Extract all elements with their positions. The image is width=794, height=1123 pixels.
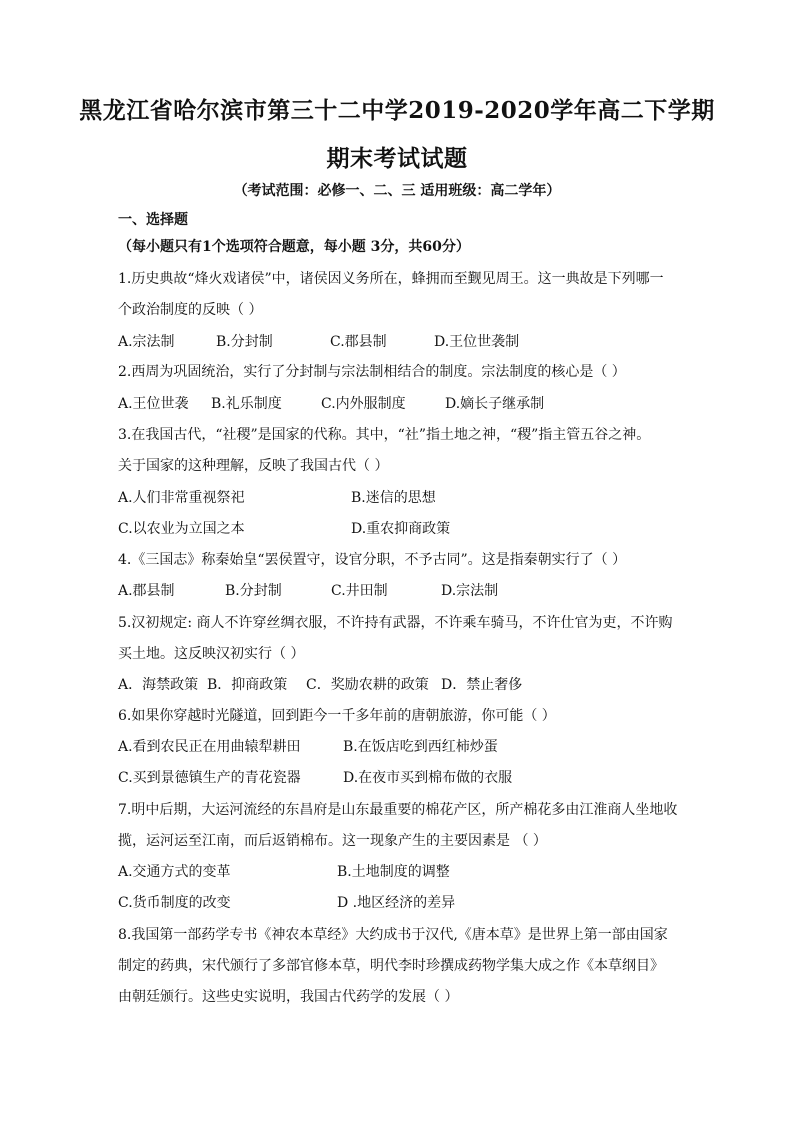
question-3-option-c: C.以农业为立国之本 [118,521,245,537]
question-6-option-b: B.在饭店吃到西红柿炒蛋 [343,739,498,755]
question-1-option-b: B.分封制 [216,334,273,350]
section-heading: 一、选择题 [118,212,188,228]
question-6-option-a: A.看到农民正在用曲辕犁耕田 [118,739,301,755]
question-5-option-c: C．奖励农耕的政策 [306,677,429,693]
question-7-option-b: B.土地制度的调整 [337,864,450,880]
question-4-stem-line-1: 4.《三国志》称秦始皇“罢侯置守，设官分职，不予古同”。这是指秦朝实行了（ ） [118,552,627,568]
question-5-option-b: B．抑商政策 [207,677,288,693]
question-3-stem-line-1: 3.在我国古代，“社稷”是国家的代称。其中，“社”指土地之神，“稷”指主管五谷之神。 [118,427,651,443]
exam-scope: （考试范围：必修一、二、三 适用班级：高二学年） [233,183,561,199]
question-6-stem-line-1: 6.如果你穿越时光隧道，回到距今一千多年前的唐朝旅游，你可能（ ） [118,708,556,724]
question-8-stem-line-1: 8.我国第一部药学专书《神农本草经》大约成书于汉代,《唐本草》是世界上第一部由国家 [118,927,668,943]
question-3-option-d: D.重农抑商政策 [351,521,451,537]
question-1-stem-line-2: 个政治制度的反映（ ） [118,302,263,318]
section-note: （每小题只有1个选项符合题意，每小题 3分，共60分） [118,239,470,255]
exam-title-line1: 黑龙江省哈尔滨市第三十二中学2019-2020学年高二下学期 [79,97,715,124]
question-7-option-c: C.货币制度的改变 [118,895,231,911]
question-3-option-b: B.迷信的思想 [351,490,436,506]
question-3-option-a: A.人们非常重视祭祀 [118,490,245,506]
question-4-option-b: B.分封制 [225,583,282,599]
question-3-stem-line-2: 关于国家的这种理解，反映了我国古代（ ） [118,458,389,474]
question-8-stem-line-3: 由朝廷颁行。这些史实说明，我国古代药学的发展（ ） [118,989,459,1005]
question-7-option-a: A.交通方式的变革 [118,864,231,880]
exam-title-line2: 期末考试试题 [326,145,468,172]
question-8-stem-line-2: 制定的药典，宋代颁行了多部官修本草，明代李时珍撰成药物学集大成之作《本草纲目》 [118,958,664,974]
question-5-stem-line-2: 买土地。这反映汉初实行（ ） [118,646,305,662]
question-2-stem-line-1: 2.西周为巩固统治，实行了分封制与宗法制相结合的制度。宗法制度的核心是（ ） [118,364,626,380]
question-5-option-d: D．禁止奢侈 [441,677,523,693]
question-5-stem-line-1: 5.汉初规定: 商人不许穿丝绸衣服，不许持有武器，不许乘车骑马，不许仕官为吏，不许购 [118,615,673,631]
question-7-option-d: D .地区经济的差异 [337,895,456,911]
question-1-option-d: D.王位世袭制 [434,334,520,350]
question-6-option-d: D.在夜市买到棉布做的衣服 [343,770,513,786]
question-1-stem-line-1: 1.历史典故“烽火戏诸侯”中，诸侯因义务所在，蜂拥而至觐见周王。这一典故是下列哪一 [118,271,664,287]
question-1-option-a: A.宗法制 [118,334,175,350]
question-6-option-c: C.买到景德镇生产的青花瓷器 [118,770,301,786]
question-4-option-c: C.井田制 [331,583,388,599]
question-4-option-a: A.郡县制 [118,583,175,599]
question-5-option-a: A．海禁政策 [118,677,199,693]
question-7-stem-line-2: 揽，运河运至江南，而后返销棉布。这一现象产生的主要因素是 （ ） [118,833,547,849]
question-2-option-c: C.内外服制度 [321,396,406,412]
question-2-option-d: D.嫡长子继承制 [445,396,545,412]
question-2-option-a: A.王位世袭 [118,396,189,412]
question-7-stem-line-1: 7.明中后期，大运河流经的东昌府是山东最重要的棉花产区，所产棉花多由江淮商人坐地收 [118,802,678,818]
question-1-option-c: C.郡县制 [330,334,387,350]
question-4-option-d: D.宗法制 [441,583,499,599]
question-2-option-b: B.礼乐制度 [211,396,282,412]
